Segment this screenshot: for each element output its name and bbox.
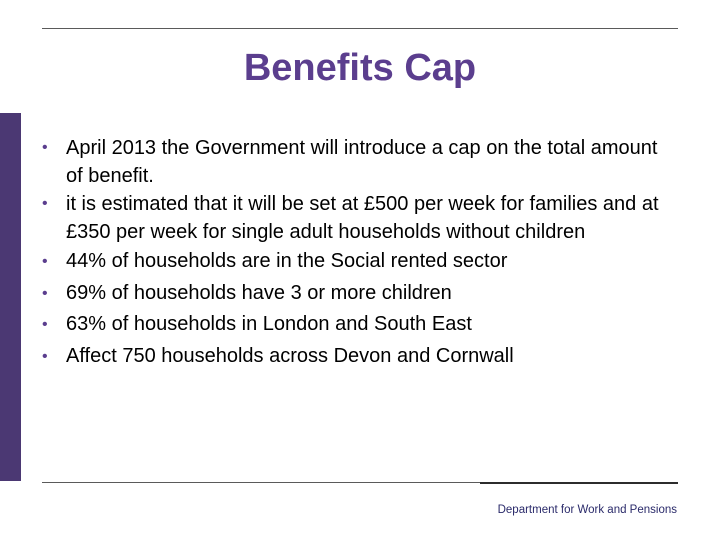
bullet-item (42, 341, 672, 373)
bullet-icon: • (42, 316, 48, 333)
top-divider (42, 28, 678, 29)
bullet-icon: • (42, 284, 48, 302)
bullet-text: Affect 750 households across Devon and Cornwall (66, 344, 514, 367)
bullet-icon: • (42, 253, 48, 270)
bullet-text: 69% of households have 3 or more children (66, 281, 452, 304)
bottom-divider-accent (480, 482, 678, 484)
bullet-list (42, 134, 672, 372)
bullet-item (42, 309, 672, 341)
bullet-text: 63% of households in London and South East (66, 313, 472, 335)
bullet-item (42, 190, 672, 246)
bullet-text: it is estimated that it will be set at £500 per week for families and at £350 per week for single adult households without children (66, 193, 659, 243)
bullet-text: 44% of households are in the Social rented sector (66, 250, 508, 272)
bullet-icon: • (42, 139, 48, 156)
footer-department-name: Department for Work and Pensions (497, 504, 677, 516)
bullet-item (42, 134, 672, 190)
bullet-icon: • (42, 195, 48, 212)
bullet-text: April 2013 the Government will introduce a cap on the total amount of benefit. (66, 137, 658, 187)
bullet-item (42, 278, 672, 310)
bullet-icon: • (42, 347, 48, 365)
bullet-item (42, 246, 672, 278)
left-accent-bar (0, 113, 21, 481)
slide-title: Benefits Cap (243, 47, 477, 89)
